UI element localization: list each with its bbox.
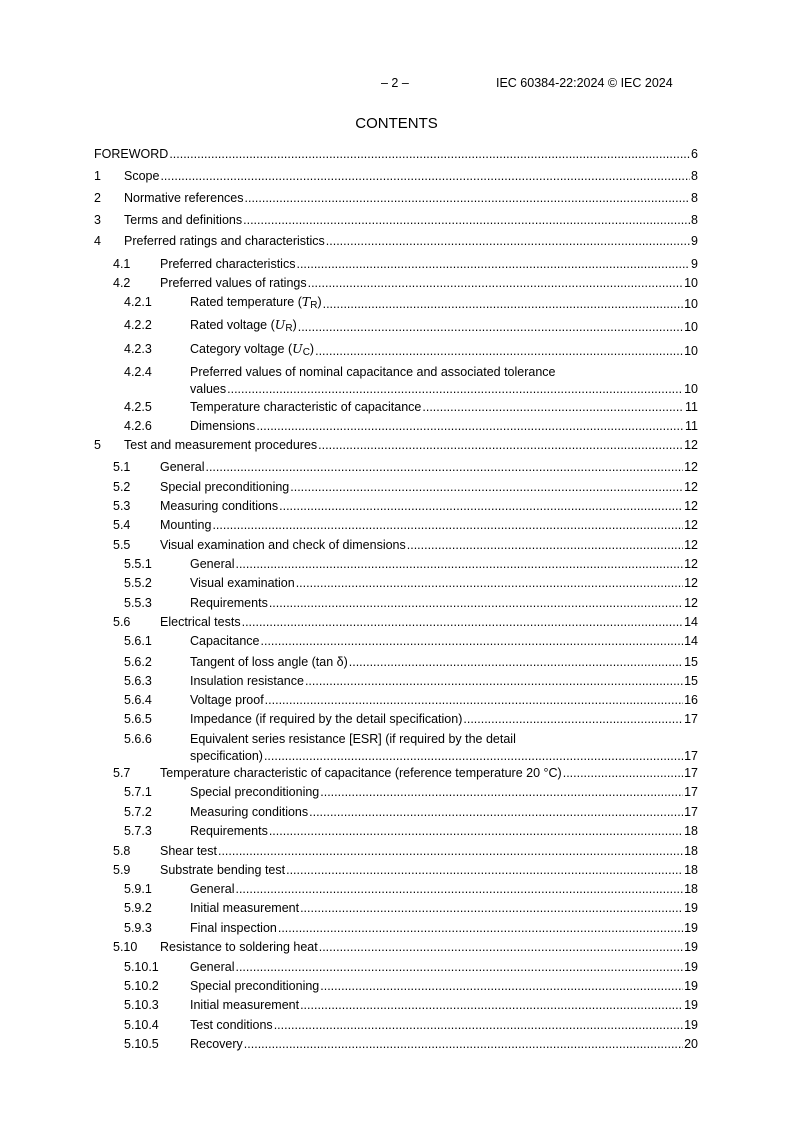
toc-entry-number: 5.7.2 — [124, 805, 152, 819]
toc-entry-number: 5.9.3 — [124, 921, 152, 935]
toc-entry[interactable] — [94, 498, 698, 517]
toc-entry[interactable] — [94, 959, 698, 978]
toc-entry[interactable] — [94, 731, 698, 767]
toc-entry[interactable] — [94, 673, 698, 692]
toc-entry-title: Terms and definitions — [124, 213, 243, 227]
toc-entry-title: Preferred ratings and characteristics — [124, 234, 325, 248]
toc-entry[interactable] — [94, 317, 698, 336]
toc-entry-number: 4.2 — [113, 276, 131, 290]
toc-entry-page: 18 — [684, 824, 698, 838]
dot-leader — [298, 319, 683, 335]
toc-entry[interactable] — [94, 900, 698, 919]
toc-entry-number: 5.10.2 — [124, 979, 159, 993]
toc-entry-number: 5.1 — [113, 460, 131, 474]
toc-entry-title: Rated voltage (UR) — [190, 317, 297, 334]
toc-entry-page: 17 — [684, 712, 698, 726]
dot-leader — [242, 614, 684, 630]
page-number: – 2 – — [381, 76, 409, 90]
toc-entry-number: 4.2.5 — [124, 400, 152, 414]
toc-entry-page: 18 — [684, 882, 698, 896]
toc-entry-title: General — [190, 882, 235, 896]
toc-entry-title: Measuring conditions — [190, 805, 309, 819]
toc-entry-title: Shear test — [160, 844, 217, 858]
toc-entry-page: 12 — [684, 460, 698, 474]
toc-entry-page: 18 — [684, 863, 698, 877]
toc-entry[interactable] — [94, 654, 698, 673]
toc-entry-page: 12 — [684, 518, 698, 532]
dot-leader — [300, 997, 683, 1013]
toc-entry-number: 5.6.3 — [124, 674, 152, 688]
page-title: CONTENTS — [355, 115, 438, 132]
dot-leader — [169, 146, 690, 162]
standard-reference: IEC 60384-22:2024 © IEC 2024 — [496, 76, 673, 90]
toc-entry-number: 4.2.2 — [124, 318, 152, 332]
toc-entry-number: 4.1 — [113, 257, 131, 271]
toc-entry[interactable] — [94, 146, 698, 165]
toc-entry-page: 17 — [684, 785, 698, 799]
dot-leader — [563, 765, 683, 781]
toc-entry-page: 10 — [684, 320, 698, 334]
dot-leader — [319, 939, 683, 955]
toc-entry-title: Tangent of loss angle (tan δ) — [190, 655, 348, 669]
toc-entry-title-line1: Preferred values of nominal capacitance and associated tolerance — [190, 365, 556, 379]
toc-entry[interactable] — [94, 881, 698, 900]
toc-entry-title: Initial measurement — [190, 998, 300, 1012]
toc-entry-number: 4 — [94, 234, 101, 248]
dot-leader — [422, 399, 684, 415]
dot-leader — [265, 692, 683, 708]
toc-entry-number: 5 — [94, 438, 101, 452]
toc-entry[interactable] — [94, 437, 698, 456]
toc-entry[interactable] — [94, 939, 698, 958]
toc-entry-page: 19 — [684, 940, 698, 954]
dot-leader — [256, 418, 684, 434]
toc-entry-title: specification) — [190, 749, 263, 763]
toc-entry-title: Final inspection — [190, 921, 277, 935]
toc-entry-page: 12 — [684, 480, 698, 494]
toc-entry-page: 9 — [691, 257, 698, 271]
toc-entry-page: 10 — [684, 297, 698, 311]
toc-entry-title: Capacitance — [190, 634, 260, 648]
toc-entry-symbol-subscript: C — [302, 347, 310, 358]
toc-entry-page: 12 — [684, 499, 698, 513]
toc-entry-number: 5.7.3 — [124, 824, 152, 838]
toc-entry-page: 17 — [684, 749, 698, 763]
toc-entry-page: 10 — [684, 382, 698, 396]
toc-entry[interactable] — [94, 920, 698, 939]
toc-entry-title: General — [160, 460, 205, 474]
toc-entry-title: Temperature characteristic of capacitance (reference temperature 20 °C) — [160, 766, 562, 780]
toc-entry-page: 6 — [691, 147, 698, 161]
toc-entry[interactable] — [94, 765, 698, 784]
toc-entry-title: Resistance to soldering heat — [160, 940, 318, 954]
dot-leader — [326, 233, 690, 249]
toc-entry[interactable] — [94, 459, 698, 478]
dot-leader — [305, 673, 683, 689]
toc-entry-number: 5.2 — [113, 480, 131, 494]
toc-entry-title: Insulation resistance — [190, 674, 304, 688]
toc-entry-number: 5.6.4 — [124, 693, 152, 707]
toc-entry-title: Special preconditioning — [190, 979, 320, 993]
toc-entry-page: 8 — [691, 169, 698, 183]
toc-entry-title: Test conditions — [190, 1018, 273, 1032]
dot-leader — [218, 843, 683, 859]
toc-entry-title: Temperature characteristic of capacitance — [190, 400, 422, 414]
toc-entry-number: 5.3 — [113, 499, 131, 513]
dot-leader — [244, 1036, 683, 1052]
toc-entry-title: Dimensions — [190, 419, 256, 433]
toc-entry-page: 8 — [691, 191, 698, 205]
toc-entry[interactable] — [94, 256, 698, 275]
toc-entry-number: 5.9.1 — [124, 882, 152, 896]
toc-entry-number: 5.9.2 — [124, 901, 152, 915]
toc-entry-number: 5.10.5 — [124, 1037, 159, 1051]
toc-entry-number: 5.10.1 — [124, 960, 159, 974]
toc-entry-title: Measuring conditions — [160, 499, 279, 513]
toc-entry-title: Special preconditioning — [190, 785, 320, 799]
dot-leader — [261, 633, 684, 649]
dot-leader — [349, 654, 683, 670]
toc-entry-page: 19 — [684, 1018, 698, 1032]
toc-entry-number: 5.10 — [113, 940, 138, 954]
dot-leader — [235, 556, 683, 572]
toc-entry-title: values — [190, 382, 227, 396]
toc-entry-number: 5.6.5 — [124, 712, 152, 726]
dot-leader — [296, 575, 683, 591]
toc-entry-number: 5.5.2 — [124, 576, 152, 590]
toc-entry[interactable] — [94, 997, 698, 1016]
toc-entry-number: 3 — [94, 213, 101, 227]
toc-entry-title: Category voltage (UC) — [190, 341, 315, 358]
toc-entry-title: Mounting — [160, 518, 212, 532]
dot-leader — [160, 168, 690, 184]
toc-entry-number: 4.2.3 — [124, 342, 152, 356]
toc-entry-page: 20 — [684, 1037, 698, 1051]
toc-entry-title: Visual examination and check of dimensions — [160, 538, 406, 552]
toc-entry-number: 5.10.3 — [124, 998, 159, 1012]
toc-entry[interactable] — [94, 843, 698, 862]
toc-entry-title: Normative references — [124, 191, 244, 205]
toc-entry-page: 12 — [684, 596, 698, 610]
toc-entry-symbol: T — [301, 294, 311, 309]
toc-entry-number: 1 — [94, 169, 101, 183]
toc-entry[interactable] — [94, 233, 698, 252]
toc-entry-number: 5.6.6 — [124, 732, 152, 746]
toc-entry-title: Initial measurement — [190, 901, 300, 915]
dot-leader — [296, 256, 690, 272]
dot-leader — [463, 711, 683, 727]
toc-entry-page: 12 — [684, 438, 698, 452]
dot-leader — [323, 296, 683, 312]
toc-entry-page: 11 — [685, 419, 698, 433]
toc-entry[interactable] — [94, 556, 698, 575]
dot-leader — [308, 275, 683, 291]
toc-entry[interactable] — [94, 1036, 698, 1055]
toc-entry-title: Preferred characteristics — [160, 257, 296, 271]
toc-entry-page: 12 — [684, 557, 698, 571]
toc-entry[interactable] — [94, 537, 698, 556]
toc-entry-page: 19 — [684, 921, 698, 935]
toc-entry-title: FOREWORD — [94, 147, 169, 161]
dot-leader — [320, 784, 683, 800]
toc-entry-number: 5.9 — [113, 863, 131, 877]
dot-leader — [212, 517, 683, 533]
toc-entry-page: 10 — [684, 344, 698, 358]
toc-entry[interactable] — [94, 212, 698, 231]
toc-entry[interactable] — [94, 418, 698, 437]
toc-entry-page: 17 — [684, 766, 698, 780]
dot-leader — [235, 959, 683, 975]
toc-entry-number: 5.4 — [113, 518, 131, 532]
dot-leader — [309, 804, 683, 820]
toc-entry-title: Test and measurement procedures — [124, 438, 318, 452]
toc-entry-number: 5.6.2 — [124, 655, 152, 669]
toc-entry[interactable] — [94, 294, 698, 313]
toc-entry-number: 4.2.1 — [124, 295, 152, 309]
dot-leader — [227, 381, 683, 397]
dot-leader — [264, 748, 683, 764]
dot-leader — [205, 459, 683, 475]
toc-entry-title: Recovery — [190, 1037, 243, 1051]
toc-entry-title: Electrical tests — [160, 615, 241, 629]
toc-entry-number: 5.5.1 — [124, 557, 152, 571]
toc-entry[interactable] — [94, 275, 698, 294]
dot-leader — [269, 823, 683, 839]
toc-entry[interactable] — [94, 517, 698, 536]
dot-leader — [407, 537, 683, 553]
toc-entry-title: Voltage proof — [190, 693, 264, 707]
dot-leader — [243, 212, 690, 228]
toc-entry-page: 10 — [684, 276, 698, 290]
toc-entry[interactable] — [94, 479, 698, 498]
dot-leader — [290, 479, 683, 495]
dot-leader — [320, 978, 683, 994]
toc-entry-number: 5.6 — [113, 615, 131, 629]
toc-entry[interactable] — [94, 711, 698, 730]
dot-leader — [286, 862, 683, 878]
toc-entry-page: 12 — [684, 576, 698, 590]
toc-entry-number: 5.7 — [113, 766, 131, 780]
toc-entry-page: 18 — [684, 844, 698, 858]
dot-leader — [315, 343, 683, 359]
toc-entry-title: Rated temperature (TR) — [190, 294, 322, 311]
toc-entry-page: 14 — [684, 634, 698, 648]
toc-entry-page: 14 — [684, 615, 698, 629]
toc-entry-number: 4.2.6 — [124, 419, 152, 433]
toc-entry-title: Visual examination — [190, 576, 295, 590]
toc-entry[interactable] — [94, 399, 698, 418]
dot-leader — [278, 920, 683, 936]
toc-entry[interactable] — [94, 804, 698, 823]
toc-entry-page: 8 — [691, 213, 698, 227]
toc-entry-title: Special preconditioning — [160, 480, 290, 494]
toc-entry[interactable] — [94, 364, 698, 400]
toc-entry[interactable] — [94, 823, 698, 842]
toc-entry-title: General — [190, 960, 235, 974]
toc-entry-number: 2 — [94, 191, 101, 205]
toc-entry[interactable] — [94, 978, 698, 997]
toc-entry-number: 5.10.4 — [124, 1018, 159, 1032]
toc-entry-title: Scope — [124, 169, 160, 183]
toc-entry-page: 15 — [684, 674, 698, 688]
toc-entry-page: 12 — [684, 538, 698, 552]
toc-entry-page: 19 — [684, 901, 698, 915]
toc-entry-page: 19 — [684, 998, 698, 1012]
toc-entry-symbol-subscript: R — [310, 300, 318, 311]
toc-entry[interactable] — [94, 784, 698, 803]
toc-entry-title: General — [190, 557, 235, 571]
toc-entry[interactable] — [94, 862, 698, 881]
toc-entry[interactable] — [94, 595, 698, 614]
toc-entry-number: 4.2.4 — [124, 365, 152, 379]
toc-entry-symbol: U — [292, 341, 303, 356]
toc-entry-title: Substrate bending test — [160, 863, 286, 877]
toc-entry-title: Preferred values of ratings — [160, 276, 307, 290]
toc-entry-number: 5.8 — [113, 844, 131, 858]
toc-entry-page: 11 — [685, 400, 698, 414]
toc-entry-page: 15 — [684, 655, 698, 669]
toc-entry-page: 19 — [684, 979, 698, 993]
toc-entry-number: 5.6.1 — [124, 634, 152, 648]
toc-entry-number: 5.5.3 — [124, 596, 152, 610]
dot-leader — [300, 900, 683, 916]
toc-entry[interactable] — [94, 1017, 698, 1036]
dot-leader — [274, 1017, 683, 1033]
toc-entry[interactable] — [94, 633, 698, 652]
toc-entry-title: Requirements — [190, 596, 268, 610]
toc-entry-page: 19 — [684, 960, 698, 974]
toc-entry-symbol-subscript: R — [285, 323, 293, 334]
toc-entry-title: Requirements — [190, 824, 268, 838]
toc-entry[interactable] — [94, 341, 698, 360]
toc-entry[interactable] — [94, 692, 698, 711]
dot-leader — [245, 190, 691, 206]
toc-entry-title-line1: Equivalent series resistance [ESR] (if required by the detail — [190, 732, 516, 746]
toc-entry-number: 5.7.1 — [124, 785, 152, 799]
toc-entry-symbol: U — [274, 317, 286, 332]
toc-entry-number: 5.5 — [113, 538, 131, 552]
toc-entry[interactable] — [94, 168, 698, 187]
toc-entry[interactable] — [94, 614, 698, 633]
toc-entry-page: 9 — [691, 234, 698, 248]
dot-leader — [279, 498, 683, 514]
dot-leader — [269, 595, 683, 611]
toc-entry-page: 16 — [684, 693, 698, 707]
toc-entry[interactable] — [94, 575, 698, 594]
toc-entry-page: 17 — [684, 805, 698, 819]
dot-leader — [235, 881, 683, 897]
dot-leader — [318, 437, 683, 453]
toc-entry[interactable] — [94, 190, 698, 209]
toc-entry-title: Impedance (if required by the detail specification) — [190, 712, 463, 726]
